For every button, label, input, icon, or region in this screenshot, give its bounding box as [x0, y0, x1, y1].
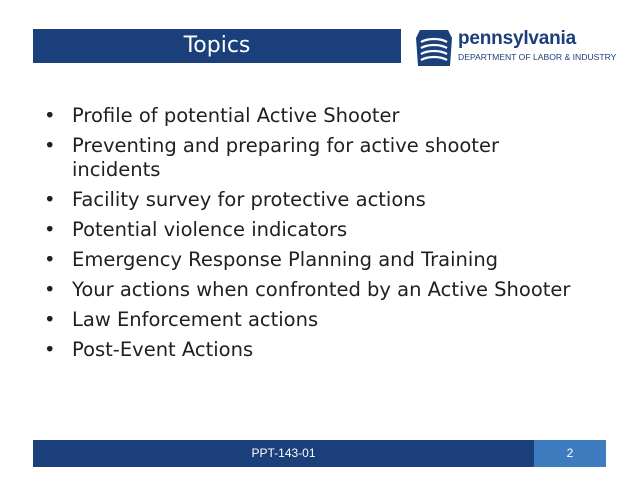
bullet-text: Preventing and preparing for active shooter incidents	[72, 134, 499, 181]
bullet-text: Post-Event Actions	[72, 338, 254, 361]
bullet-glyph: •	[44, 134, 56, 157]
topic-list	[44, 104, 584, 368]
bullet-text: Facility survey for protective actions	[72, 188, 426, 211]
list-item	[44, 188, 584, 212]
bullet-glyph: •	[44, 218, 56, 241]
list-item	[44, 104, 584, 128]
page-number: 2	[566, 446, 574, 460]
list-item	[44, 248, 584, 272]
footer-bar	[33, 440, 606, 467]
bullet-glyph: •	[44, 248, 56, 271]
list-item	[44, 218, 584, 242]
bullet-glyph: •	[44, 188, 56, 211]
footer-code: PPT-143-01	[251, 446, 316, 460]
list-item	[44, 134, 584, 182]
list-item	[44, 338, 584, 362]
list-item	[44, 308, 584, 332]
page-number-box	[534, 440, 606, 467]
bullet-glyph: •	[44, 308, 56, 331]
slide-title: Topics	[183, 33, 251, 58]
bullet-text: Profile of potential Active Shooter	[72, 104, 400, 127]
keystone-icon	[414, 26, 454, 70]
list-item	[44, 278, 584, 302]
bullet-glyph: •	[44, 104, 56, 127]
bullet-text: Emergency Response Planning and Training	[72, 248, 499, 271]
bullet-text: Potential violence indicators	[72, 218, 348, 241]
bullet-text: Law Enforcement actions	[72, 308, 319, 331]
bullet-glyph: •	[44, 278, 56, 301]
bullet-glyph: •	[44, 338, 56, 361]
logo-subtitle: DEPARTMENT OF LABOR & INDUSTRY	[458, 52, 617, 62]
bullet-text: Your actions when confronted by an Active Shooter	[72, 278, 571, 301]
pa-labor-logo	[414, 26, 617, 70]
logo-name: pennsylvania	[458, 28, 576, 49]
title-bar	[33, 29, 401, 63]
